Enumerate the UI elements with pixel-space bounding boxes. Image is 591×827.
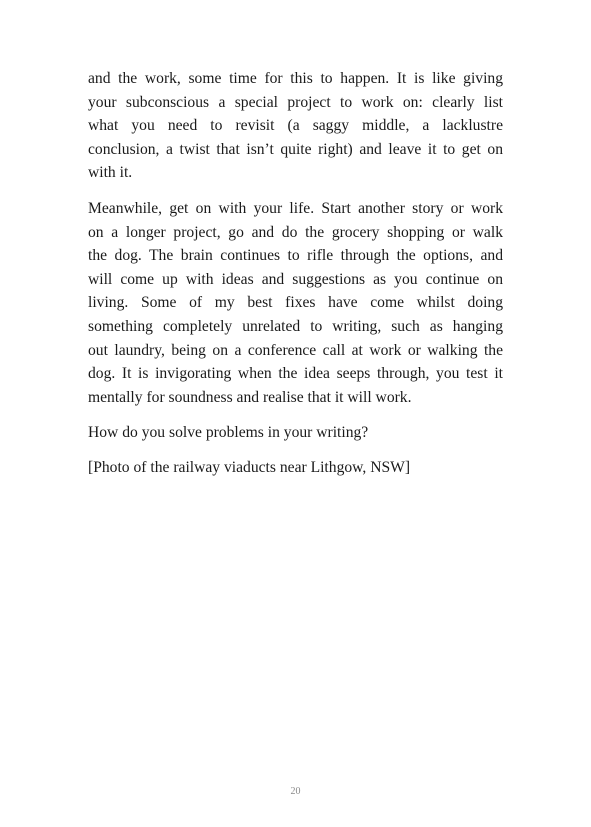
text-line: on a longer project, go and do the grocery shopping or walk	[88, 223, 503, 241]
paragraph-2	[88, 197, 503, 409]
text-line: something completely unrelated to writing, such as hanging	[88, 317, 503, 335]
body-text	[88, 67, 503, 491]
text-line: will come up with ideas and suggestions as you continue on	[88, 270, 503, 288]
text-line: out laundry, being on a conference call at work or walking the	[88, 341, 503, 359]
text-line: the dog. The brain continues to rifle through the options, and	[88, 247, 503, 265]
question-text: How do you solve problems in your writing?	[88, 424, 369, 442]
text-line: mentally for soundness and realise that it will work.	[88, 388, 412, 406]
page-number: 20	[290, 786, 301, 797]
text-line: with it.	[88, 164, 133, 182]
paragraph-1	[88, 67, 503, 185]
text-line: living. Some of my best fixes have come whilst doing	[88, 294, 503, 312]
text-line: Meanwhile, get on with your life. Start another story or work	[88, 199, 503, 217]
text-line: your subconscious a special project to work on: clearly list	[88, 93, 503, 111]
text-line: dog. It is invigorating when the idea seeps through, you test it	[88, 365, 503, 383]
photo-caption: [Photo of the railway viaducts near Lithgow, NSW]	[88, 458, 411, 476]
text-line: and the work, some time for this to happen. It is like giving	[88, 70, 503, 87]
text-line: what you need to revisit (a saggy middle, a lacklustre	[88, 117, 503, 135]
text-line: conclusion, a twist that isn’t quite right) and leave it to get on	[88, 140, 503, 158]
